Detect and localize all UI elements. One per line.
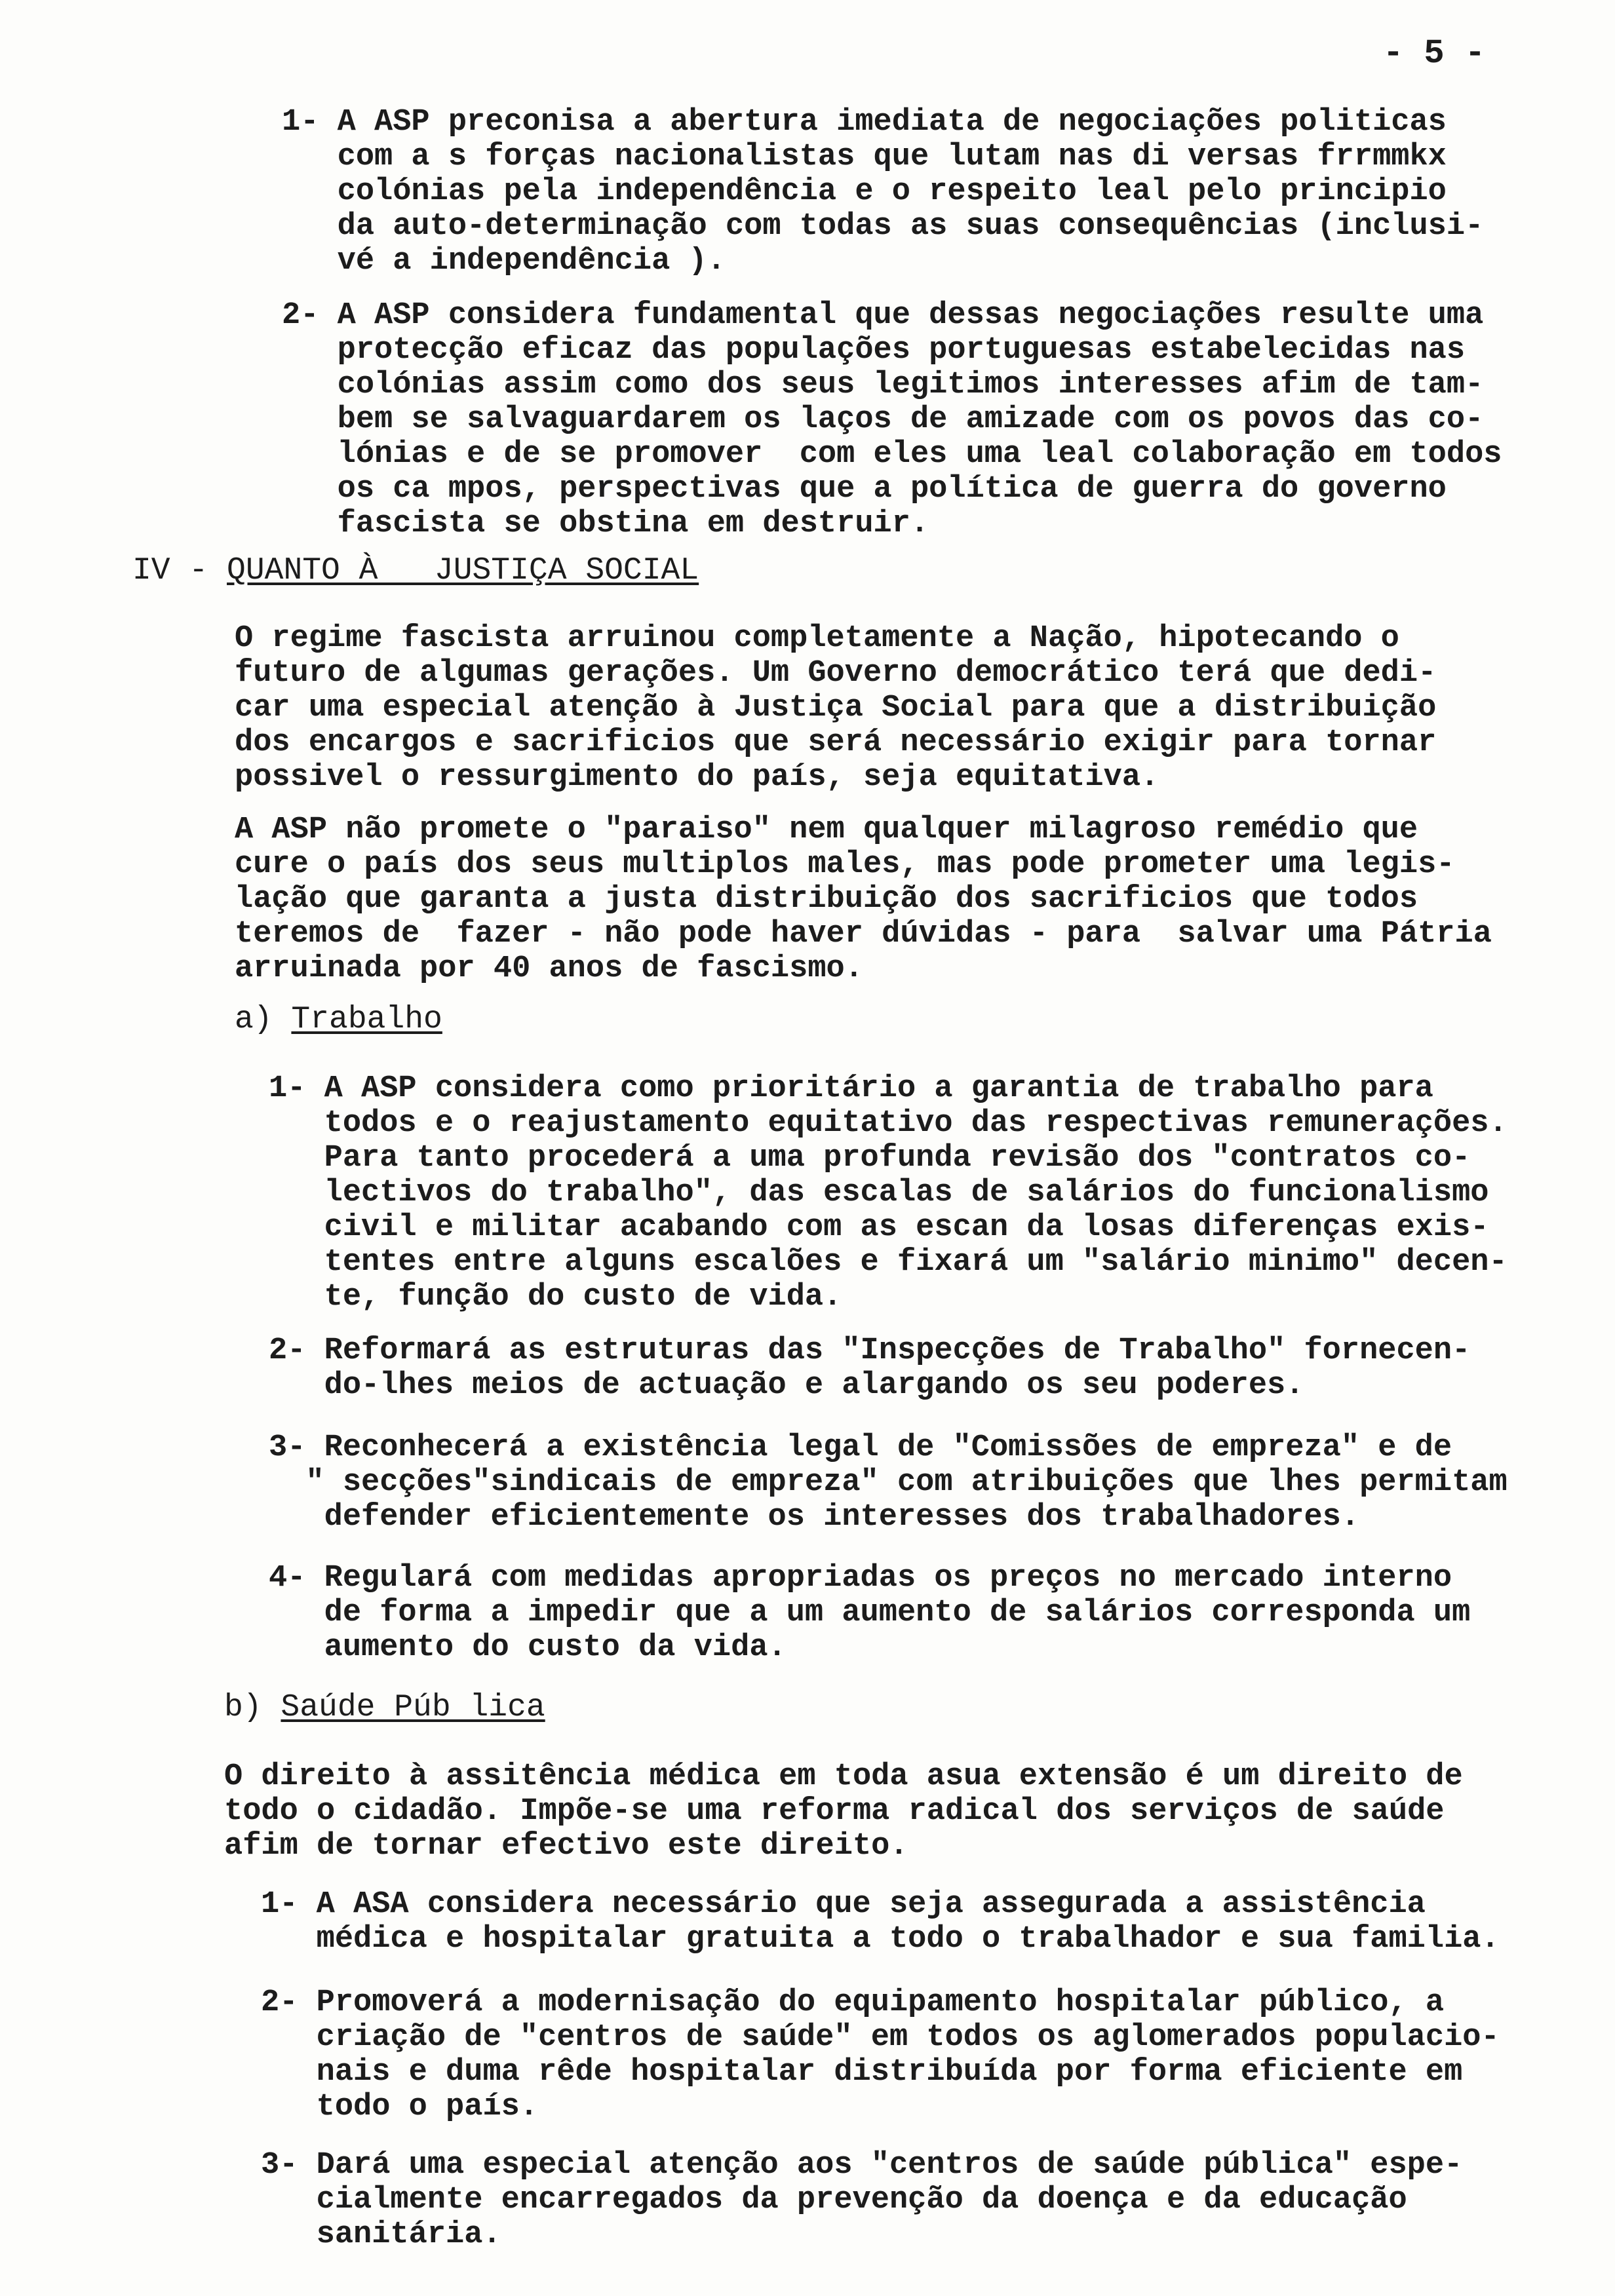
item-ii-2: 2- A ASP considera fundamental que dessas negociações resulte uma protecção eficaz das populações portuguesas estabelecidas nas colónias assim como dos seus legitimos interesses afim de tam- bem se salvaguardarem os laços de amizade com os povos das co- lónias e de se promover com eles uma leal colaboração em todos os ca mpos, perspectivas que a política de guerra do governo fascista se obstina em destruir. [282, 298, 1502, 541]
subsection-b-heading [224, 1691, 545, 1725]
section-iv-title: QUANTO À JUSTIÇA SOCIAL [227, 553, 699, 588]
subsection-b-title: Saúde Púb lica [281, 1690, 545, 1725]
trabalho-item-1: 1- A ASP considera como prioritário a garantia de trabalho para todos e o reajustamento equitativo das respectivas remunerações. Para tanto procederá a uma profunda revisão dos "contratos co- lectivos do trabalho", das escalas de salários do funcionalismo civil e militar acabando com as escan da losas diferenças exis- tentes entre alguns escalões e fixará um "salário minimo" decen- te, função do custo de vida. [269, 1071, 1508, 1314]
subsection-a-prefix: a) [235, 1002, 292, 1037]
subsection-a-title: Trabalho [291, 1002, 442, 1037]
subsection-a-heading [235, 1003, 442, 1037]
saude-item-2: 2- Promoverá a modernisação do equipamento hospitalar público, a criação de "centros de saúde" em todos os aglomerados populacio- nais e duma rêde hospitalar distribuída por forma eficiente em todo o país. [261, 1985, 1500, 2124]
saude-item-3: 3- Dará uma especial atenção aos "centros de saúde pública" espe- cialmente encarregados da prevenção da doença e da educação sanitária. [261, 2148, 1463, 2252]
item-ii-1: 1- A ASP preconisa a abertura imediata de negociações politicas com a s forças nacionalistas que lutam nas di versas frrmmkx colónias pela independência e o respeito leal pelo principio da auto-determinação com todas as suas consequências (inclusi- vé a independência ). [282, 105, 1484, 278]
section-iv-number: IV - [132, 553, 208, 588]
trabalho-item-2: 2- Reformará as estruturas das "Inspecções de Trabalho" fornecen- do-lhes meios de actuação e alargando os seu poderes. [269, 1333, 1471, 1403]
paragraph-direito-assistencia: O direito à assitência médica em toda asua extensão é um direito de todo o cidadão. Impõe-se uma reforma radical dos serviços de saúde afim de tornar efectivo este direito. [224, 1759, 1463, 1864]
page-number: - 5 - [1383, 34, 1486, 73]
paragraph-asp-nao-promete: A ASP não promete o "paraiso" nem qualquer milagroso remédio que cure o país dos seus multiplos males, mas pode prometer uma legis- lação que garanta a justa distribuição dos sacrificios que todos teremos de fazer - não pode haver dúvidas - para salvar uma Pátria arruinada por 40 anos de fascismo. [235, 813, 1492, 986]
section-iv-heading [132, 554, 699, 588]
trabalho-item-4: 4- Regulará com medidas apropriadas os preços no mercado interno de forma a impedir que a um aumento de salários corresponda um aumento do custo da vida. [269, 1561, 1471, 1665]
saude-item-1: 1- A ASA considera necessário que seja assegurada a assistência médica e hospitalar gratuita a todo o trabalhador e sua familia. [261, 1887, 1500, 1957]
trabalho-item-3: 3- Reconhecerá a existência legal de "Comissões de empreza" e de " secções"sindicais de empreza" com atribuições que lhes permitam defender eficientemente os interesses dos trabalhadores. [269, 1430, 1508, 1535]
paragraph-regime-fascista: O regime fascista arruinou completamente a Nação, hipotecando o futuro de algumas gerações. Um Governo democrático terá que dedi- car uma especial atenção à Justiça Social para que a distribuição dos encargos e sacrificios que será necessário exigir para tornar possivel o ressurgimento do país, seja equitativa. [235, 621, 1437, 795]
subsection-b-prefix: b) [224, 1690, 281, 1725]
